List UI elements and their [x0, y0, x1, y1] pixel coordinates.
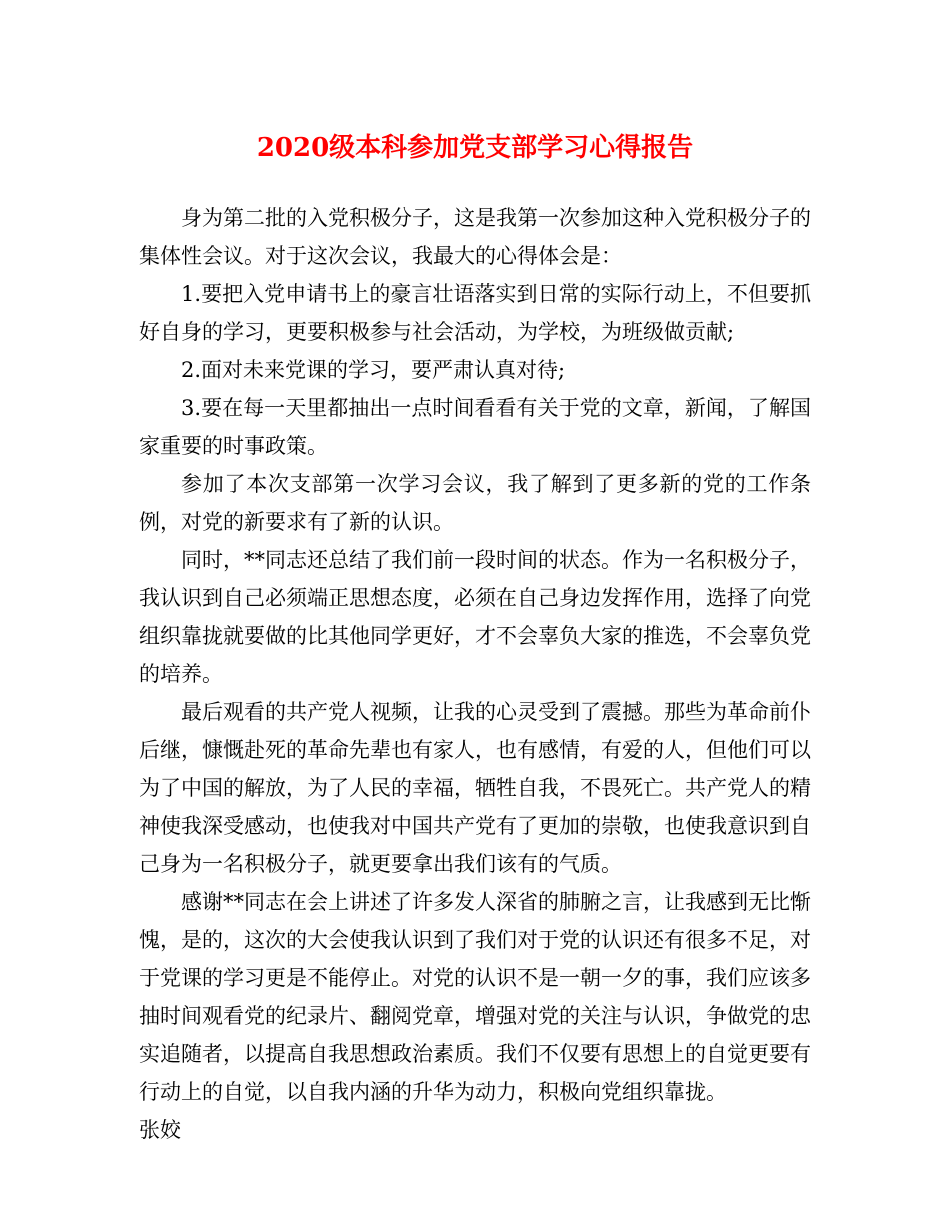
document-title: 2020级本科参加党支部学习心得报告 [256, 133, 694, 163]
paragraph-meeting: 参加了本次支部第一次学习会议，我了解到了更多新的党的工作条例，对党的新要求有了新的认识。 [139, 472, 811, 534]
document-body [139, 199, 811, 1149]
paragraph-summary: 同时，**同志还总结了我们前一段时间的状态。作为一名积极分子，我认识到自己必须端正思想态度，必须在自己身边发挥作用，选择了向党组织靠拢就要做的比其他同学更好，才不会辜负大家的推选，不会辜负党的培养。 [139, 548, 811, 686]
signature: 张姣 [139, 1118, 181, 1142]
paragraph-intro: 身为第二批的入党积极分子，这是我第一次参加这种入党积极分子的集体性会议。对于这次会议，我最大的心得体会是： [139, 206, 811, 268]
paragraph-thanks: 感谢**同志在会上讲述了许多发人深省的肺腑之言，让我感到无比惭愧，是的，这次的大会使我认识到了我们对于党的认识还有很多不足，对于党课的学习更是不能停止。对党的认识不是一朝一夕的事，我们应该多抽时间观看党的纪录片、翻阅党章，增强对党的关注与认识，争做党的忠实追随者，以提高自我思想政治素质。我们不仅要有思想上的自觉更要有行动上的自觉，以自我内涵的升华为动力，积极向党组织靠拢。 [139, 890, 811, 1104]
paragraph-point-2: 2.面对未来党课的学习，要严肃认真对待; [181, 358, 566, 382]
paragraph-point-3: 3.要在每一天里都抽出一点时间看看有关于党的文章，新闻，了解国家重要的时事政策。 [139, 396, 811, 458]
paragraph-video: 最后观看的共产党人视频，让我的心灵受到了震撼。那些为革命前仆后继，慷慨赴死的革命先辈也有家人，也有感情，有爱的人，但他们可以为了中国的解放，为了人民的幸福，牺牲自我，不畏死亡。共产党人的精神使我深受感动，也使我对中国共产党有了更加的崇敬，也使我意识到自己身为一名积极分子，就更要拿出我们该有的气质。 [139, 700, 811, 876]
paragraph-point-1: 1.要把入党申请书上的豪言壮语落实到日常的实际行动上，不但要抓好自身的学习，更要积极参与社会活动，为学校，为班级做贡献; [139, 282, 811, 344]
